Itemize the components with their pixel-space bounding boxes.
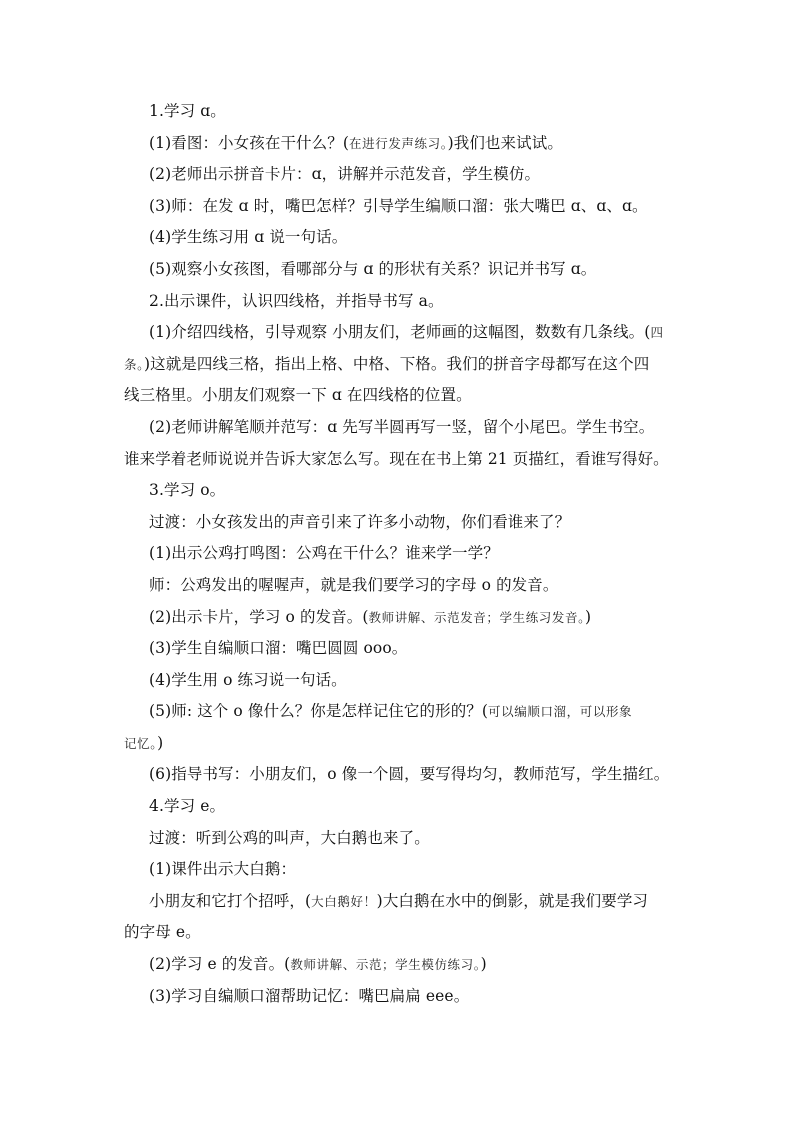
- body-text: )大白鹅在水中的倒影，就是我们要学习: [376, 891, 649, 910]
- body-text: (2)出示卡片，学习 o 的发音。(: [149, 607, 369, 626]
- text-line: [124, 981, 684, 1013]
- text-line: [124, 191, 684, 223]
- body-text: (1)出示公鸡打鸣图：公鸡在干什么？谁来学一学？: [149, 544, 499, 563]
- text-line: [124, 380, 684, 412]
- text-line: [124, 886, 684, 918]
- body-text: 过渡：听到公鸡的叫声，大白鹅也来了。: [149, 828, 430, 847]
- text-line: [124, 728, 684, 760]
- body-text: 小朋友和它打个招呼，(: [149, 891, 312, 910]
- text-line: [124, 317, 684, 349]
- text-line: [124, 412, 684, 444]
- body-text: ): [584, 607, 592, 626]
- body-text: 2.出示课件，认识四线格，并指导书写 a。: [149, 291, 444, 310]
- body-text: (3)学习自编顺口溜帮助记忆：嘴巴扁扁 eee。: [149, 986, 470, 1005]
- annotation-text: 可以编顺口溜，可以形象: [488, 704, 633, 720]
- body-text: )这就是四线三格，指出上格、中格、下格。我们的拼音字母都写在这个四: [143, 354, 650, 373]
- body-text: (2)学习 e 的发音。(: [149, 955, 291, 974]
- annotation-text: 记忆。: [124, 735, 158, 751]
- body-text: (1)看图：小女孩在干什么？(: [149, 133, 350, 152]
- text-line: [124, 286, 684, 318]
- text-line: [124, 570, 684, 602]
- text-line: [124, 475, 684, 507]
- body-text: (1)课件出示大白鹅：: [149, 860, 297, 879]
- text-line: [124, 823, 684, 855]
- body-text: (2)老师出示拼音卡片：ɑ，讲解并示范发音，学生模仿。: [149, 165, 541, 184]
- body-text: 过渡：小女孩发出的声音引来了许多小动物，你们看谁来了？: [149, 512, 571, 531]
- text-line: [124, 633, 684, 665]
- body-text: 谁来学着老师说说并告诉大家怎么写。现在在书上第 21 页描红，看谁写得好。: [124, 449, 669, 468]
- text-line: [124, 949, 684, 981]
- body-text: )我们也来试试。: [447, 133, 563, 152]
- body-text: 1.学习 ɑ。: [149, 102, 226, 120]
- body-text: (2)老师讲解笔顺并范写：ɑ 先写半圆再写一竖，留个小尾巴。学生书空。: [149, 417, 655, 436]
- text-line: [124, 159, 684, 191]
- text-line: [124, 254, 684, 286]
- annotation-text: 教师讲解、示范发音；学生练习发音。: [368, 609, 585, 625]
- body-text: ): [157, 733, 164, 752]
- body-text: ): [480, 955, 487, 974]
- body-text: (4)学生用 o 练习说一句话。: [149, 670, 347, 689]
- annotation-text: 条。: [124, 356, 144, 372]
- body-text: 师：公鸡发出的喔喔声，就是我们要学习的字母 o 的发音。: [149, 575, 559, 594]
- body-text: (5)观察小女孩图，看哪部分与 ɑ 的形状有关系？识记并书写 ɑ。: [149, 259, 597, 278]
- body-text: 的字母 e。: [124, 923, 201, 942]
- body-text: (1)介绍四线格，引导观察 小朋友们，老师画的这幅图，数数有几条线。(: [149, 323, 651, 342]
- text-line: [124, 222, 684, 254]
- annotation-text: 四: [650, 325, 664, 341]
- text-line: [124, 349, 684, 381]
- text-line: [124, 791, 684, 823]
- body-text: (5)师: 这个 o 像什么？你是怎样记住它的形的？(: [149, 702, 489, 721]
- body-text: 4.学习 e。: [149, 797, 226, 816]
- text-line: [124, 602, 684, 634]
- annotation-text: 大白鹅好！: [311, 893, 377, 909]
- lesson-plan-text: [124, 96, 684, 1012]
- annotation-text: 教师讲解、示范；学生模仿练习。: [290, 957, 481, 973]
- text-line: [124, 696, 684, 728]
- body-text: 3.学习 o。: [149, 481, 226, 500]
- text-line: [124, 538, 684, 570]
- body-text: 线三格里。小朋友们观察一下 ɑ 在四线格的位置。: [124, 386, 472, 405]
- body-text: (4)学生练习用 ɑ 说一句话。: [149, 228, 348, 247]
- text-line: [124, 507, 684, 539]
- text-line: [124, 854, 684, 886]
- text-line: [124, 96, 684, 128]
- annotation-text: 在进行发声练习。: [349, 135, 448, 151]
- body-text: (3)学生自编顺口溜：嘴巴圆圆 ooo。: [149, 639, 408, 658]
- body-text: (3)师：在发 ɑ 时，嘴巴怎样？引导学生编顺口溜：张大嘴巴 ɑ、ɑ、ɑ。: [149, 196, 648, 215]
- text-line: [124, 128, 684, 160]
- text-line: [124, 665, 684, 697]
- text-line: [124, 444, 684, 476]
- text-line: [124, 917, 684, 949]
- text-line: [124, 759, 684, 791]
- body-text: (6)指导书写：小朋友们，o 像一个圆，要写得均匀，教师范写，学生描红。: [149, 765, 670, 784]
